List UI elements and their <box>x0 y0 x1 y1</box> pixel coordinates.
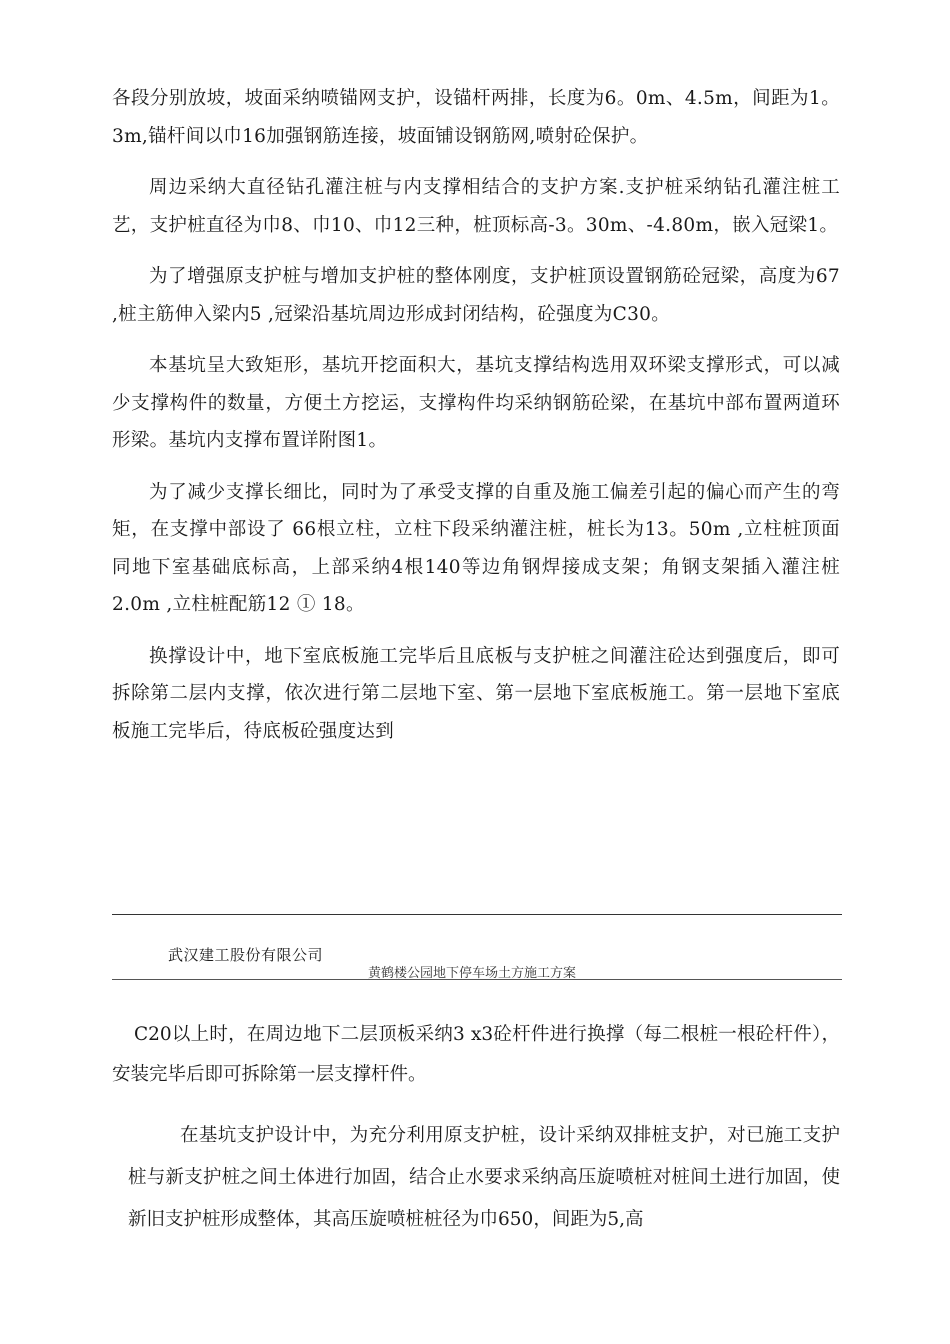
paragraph-c20-replacement: C20以上时，在周边地下二层顶板采纳3 x3砼杆件进行换撑（每二根桩一根砼杆件），安装完毕后即可拆除第一层支撑杆件。 <box>112 1024 840 1085</box>
paragraph-crown-beam: 为了增强原支护桩与增加支护桩的整体刚度，支护桩顶设置钢筋砼冠梁，高度为67 ,桩主筋伸入梁内5 ,冠梁沿基坑周边形成封闭结构，砼强度为C30。 <box>112 266 840 325</box>
header-rule <box>112 979 842 980</box>
page-2-body <box>112 1015 840 1241</box>
paragraph-slope-support: 各段分别放坡，坡面采纳喷锚网支护，设锚杆两排，长度为6。0m、4.5m，间距为1。3m,锚杆间以巾16加强钢筋连接，坡面铺设钢筋网,喷射砼保护。 <box>112 88 840 147</box>
page-break-rule <box>112 914 842 915</box>
footer-company-name: 武汉建工股份有限公司 <box>168 946 324 964</box>
page-1-body <box>112 80 840 750</box>
paragraph-double-row-piles: 在基坑支护设计中，为充分利用原支护桩，设计采纳双排桩支护，对已施工支护桩与新支护桩之间土体进行加固，结合止水要求采纳高压旋喷桩对桩间土进行加固，使新旧支护桩形成整体，其高压旋喷桩桩径为巾650，间距为5,高 <box>128 1125 840 1230</box>
header-document-title: 黄鹤楼公园地下停车场土方施工方案 <box>368 966 577 981</box>
paragraph-columns: 为了减少支撑长细比，同时为了承受支撑的自重及施工偏差引起的偏心而产生的弯矩，在支撑中部设了 66根立柱，立柱下段采纳灌注桩，桩长为13。50m ,立柱桩顶面同地下室基础底标高，上部采纳4根140等边角钢焊接成支架；角钢支架插入灌注桩2.0m ,立柱桩配筋12 ① 18。 <box>112 481 840 615</box>
paragraph-ring-beam-support: 本基坑呈大致矩形，基坑开挖面积大，基坑支撑结构选用双环梁支撑形式，可以减少支撑构件的数量，方便土方挖运，支撑构件均采纳钢筋砼梁，在基坑中部布置两道环形梁。基坑内支撑布置详附图1。 <box>112 355 840 451</box>
paragraph-support-replacement: 换撑设计中，地下室底板施工完毕后且底板与支护桩之间灌注砼达到强度后，即可拆除第二层内支撑，依次进行第二层地下室、第一层地下室底板施工。第一层地下室底板施工完毕后，待底板砼强度达到 <box>112 645 840 742</box>
paragraph-bored-pile-scheme: 周边采纳大直径钻孔灌注桩与内支撑相结合的支护方案.支护桩采纳钻孔灌注桩工艺，支护桩直径为巾8、巾10、巾12三种，桩顶标高-3。30m、-4.80m，嵌入冠梁1。 <box>112 177 840 236</box>
